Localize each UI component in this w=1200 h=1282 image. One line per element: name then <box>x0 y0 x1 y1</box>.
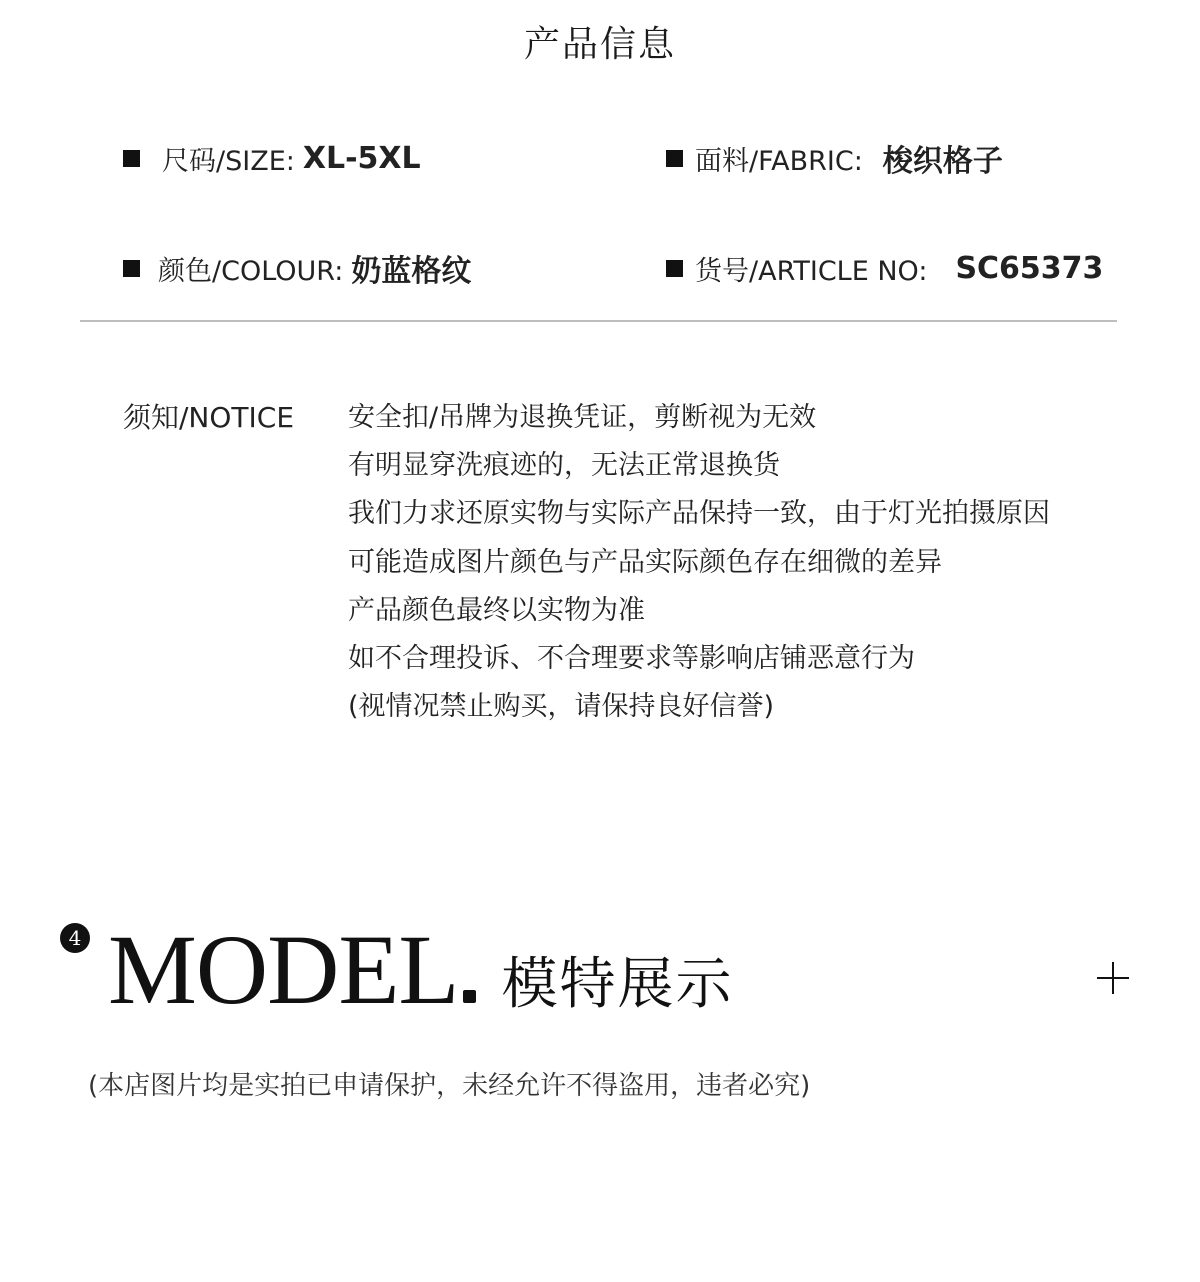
notice-line: 如不合理投诉、不合理要求等影响店铺恶意行为 <box>348 642 915 674</box>
notice-line: 安全扣/吊牌为退换凭证，剪断视为无效 <box>348 402 817 433</box>
model-title-cn: 模特展示 <box>501 952 734 1017</box>
square-bullet-icon <box>123 150 140 167</box>
spec-fabric-label: 面料/FABRIC: <box>695 145 863 177</box>
spec-fabric-value: 梭织格子 <box>882 144 1003 179</box>
spec-row-1 <box>0 133 1200 183</box>
model-section-heading <box>108 915 734 1025</box>
spec-article-value: SC65373 <box>955 250 1104 286</box>
spec-colour <box>123 243 471 293</box>
spec-size <box>123 133 421 183</box>
spec-colour-value: 奶蓝格纹 <box>351 254 472 289</box>
page-title: 产品信息 <box>523 24 676 65</box>
spec-fabric <box>666 133 1003 183</box>
spec-size-value: XL-5XL <box>302 140 421 176</box>
notice-line: 有明显穿洗痕迹的，无法正常退换货 <box>348 450 780 482</box>
spec-article <box>666 243 1103 293</box>
plus-icon[interactable] <box>1097 962 1129 994</box>
notice-line: 我们力求还原实物与实际产品保持一致，由于灯光拍摄原因 <box>348 498 1050 530</box>
notice-label: 须知/NOTICE <box>123 401 295 434</box>
square-bullet-icon <box>123 260 140 277</box>
notice-line: (视情况禁止购买，请保持良好信誉) <box>348 691 775 723</box>
divider <box>80 320 1117 322</box>
spec-colour-label: 颜色/COLOUR: <box>158 255 344 287</box>
notice-line: 产品颜色最终以实物为准 <box>348 594 645 626</box>
spec-size-label: 尺码/SIZE: <box>162 145 295 177</box>
spec-row-2 <box>0 243 1200 293</box>
copyright-notice: (本店图片均是实拍已申请保护，未经允许不得盗用，违者必究) <box>88 1071 811 1101</box>
square-bullet-icon <box>666 150 683 167</box>
section-number-badge: 4 <box>60 923 90 953</box>
model-title-en: MODEL <box>108 914 459 1025</box>
spec-article-label: 货号/ARTICLE NO: <box>695 255 928 287</box>
notice-list <box>348 394 1050 731</box>
period-dot <box>463 990 476 1003</box>
notice-line: 可能造成图片颜色与产品实际颜色存在细微的差异 <box>348 546 942 578</box>
square-bullet-icon <box>666 260 683 277</box>
